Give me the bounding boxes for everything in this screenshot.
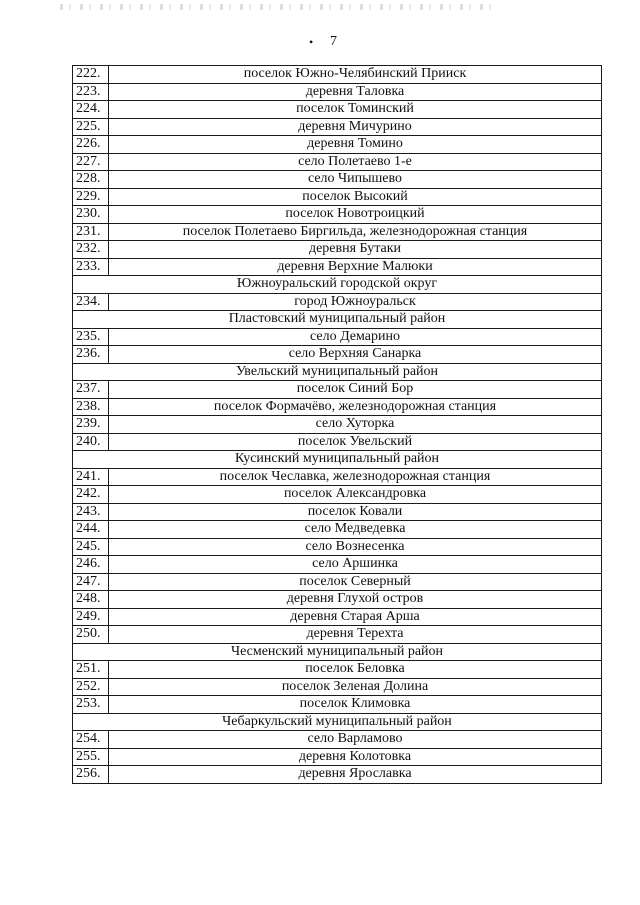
table-row <box>73 433 602 451</box>
settlement-name: деревня Томино <box>109 136 602 154</box>
row-number: 231. <box>73 223 109 241</box>
table-row <box>73 118 602 136</box>
table-row <box>73 328 602 346</box>
table-row <box>73 556 602 574</box>
table-row <box>73 521 602 539</box>
row-number: 250. <box>73 626 109 644</box>
table-row <box>73 468 602 486</box>
row-number: 236. <box>73 346 109 364</box>
settlement-name: деревня Колотовка <box>109 748 602 766</box>
settlement-name: деревня Глухой остров <box>109 591 602 609</box>
settlement-name: село Вознесенка <box>109 538 602 556</box>
row-number: 245. <box>73 538 109 556</box>
table-row <box>73 696 602 714</box>
table-row <box>73 573 602 591</box>
settlement-name: поселок Томинский <box>109 101 602 119</box>
table-row <box>73 661 602 679</box>
row-number: 223. <box>73 83 109 101</box>
settlement-name: село Хуторка <box>109 416 602 434</box>
settlement-name: деревня Мичурино <box>109 118 602 136</box>
district-name: Чебаркульский муниципальный район <box>73 713 602 731</box>
row-number: 246. <box>73 556 109 574</box>
settlement-name: деревня Верхние Малюки <box>109 258 602 276</box>
row-number: 232. <box>73 241 109 259</box>
district-header-row <box>73 451 602 469</box>
settlement-name: село Медведевка <box>109 521 602 539</box>
table-row <box>73 626 602 644</box>
settlement-name: село Варламово <box>109 731 602 749</box>
row-number: 229. <box>73 188 109 206</box>
table-row <box>73 538 602 556</box>
district-name: Южноуральский городской округ <box>73 276 602 294</box>
district-name: Пластовский муниципальный район <box>73 311 602 329</box>
row-number: 228. <box>73 171 109 189</box>
row-number: 239. <box>73 416 109 434</box>
row-number: 242. <box>73 486 109 504</box>
settlement-name: село Демарино <box>109 328 602 346</box>
row-number: 241. <box>73 468 109 486</box>
settlement-name: поселок Чеславка, железнодорожная станция <box>109 468 602 486</box>
settlement-name: поселок Ковали <box>109 503 602 521</box>
district-name: Чесменский муниципальный район <box>73 643 602 661</box>
district-name: Увельский муниципальный район <box>73 363 602 381</box>
row-number: 222. <box>73 66 109 84</box>
table-row <box>73 66 602 84</box>
table-row <box>73 416 602 434</box>
settlement-name: поселок Южно-Челябинский Прииск <box>109 66 602 84</box>
settlement-name: поселок Беловка <box>109 661 602 679</box>
row-number: 249. <box>73 608 109 626</box>
settlement-name: поселок Новотроицкий <box>109 206 602 224</box>
table-row <box>73 293 602 311</box>
table-row <box>73 223 602 241</box>
header-mark: • <box>309 35 314 49</box>
settlement-name: поселок Увельский <box>109 433 602 451</box>
settlement-name: деревня Бутаки <box>109 241 602 259</box>
row-number: 224. <box>73 101 109 119</box>
row-number: 226. <box>73 136 109 154</box>
table-row <box>73 101 602 119</box>
settlement-name: поселок Высокий <box>109 188 602 206</box>
table-row <box>73 381 602 399</box>
table-row <box>73 731 602 749</box>
settlement-name: село Аршинка <box>109 556 602 574</box>
table-row <box>73 136 602 154</box>
settlement-name: город Южноуральск <box>109 293 602 311</box>
row-number: 244. <box>73 521 109 539</box>
settlement-name: поселок Александровка <box>109 486 602 504</box>
settlement-name: деревня Таловка <box>109 83 602 101</box>
settlement-name: село Верхняя Санарка <box>109 346 602 364</box>
table-row <box>73 486 602 504</box>
row-number: 225. <box>73 118 109 136</box>
row-number: 230. <box>73 206 109 224</box>
row-number: 235. <box>73 328 109 346</box>
row-number: 240. <box>73 433 109 451</box>
row-number: 234. <box>73 293 109 311</box>
row-number: 238. <box>73 398 109 416</box>
district-header-row <box>73 713 602 731</box>
table-row <box>73 241 602 259</box>
district-header-row <box>73 311 602 329</box>
table-row <box>73 171 602 189</box>
row-number: 253. <box>73 696 109 714</box>
settlement-name: поселок Синий Бор <box>109 381 602 399</box>
row-number: 243. <box>73 503 109 521</box>
table-row <box>73 503 602 521</box>
scan-artifact-strip <box>60 4 500 10</box>
settlement-name: деревня Старая Арша <box>109 608 602 626</box>
row-number: 237. <box>73 381 109 399</box>
table-row <box>73 678 602 696</box>
row-number: 254. <box>73 731 109 749</box>
row-number: 248. <box>73 591 109 609</box>
table-row <box>73 258 602 276</box>
district-header-row <box>73 276 602 294</box>
district-name: Кусинский муниципальный район <box>73 451 602 469</box>
settlement-name: поселок Климовка <box>109 696 602 714</box>
row-number: 233. <box>73 258 109 276</box>
table-row <box>73 206 602 224</box>
row-number: 252. <box>73 678 109 696</box>
settlement-name: деревня Терехта <box>109 626 602 644</box>
settlements-table <box>72 65 602 784</box>
table-row <box>73 766 602 784</box>
row-number: 227. <box>73 153 109 171</box>
table-row <box>73 188 602 206</box>
table-row <box>73 591 602 609</box>
table-row <box>73 398 602 416</box>
settlement-name: поселок Формачёво, железнодорожная станция <box>109 398 602 416</box>
settlement-name: село Полетаево 1-е <box>109 153 602 171</box>
settlement-name: поселок Зеленая Долина <box>109 678 602 696</box>
page-number: 7 <box>330 34 337 49</box>
row-number: 251. <box>73 661 109 679</box>
settlement-name: поселок Полетаево Биргильда, железнодорожная станция <box>109 223 602 241</box>
settlement-name: поселок Северный <box>109 573 602 591</box>
district-header-row <box>73 363 602 381</box>
row-number: 255. <box>73 748 109 766</box>
table-row <box>73 748 602 766</box>
settlements-table-body <box>73 66 602 784</box>
table-row <box>73 608 602 626</box>
settlement-name: село Чипышево <box>109 171 602 189</box>
row-number: 256. <box>73 766 109 784</box>
table-row <box>73 346 602 364</box>
table-row <box>73 83 602 101</box>
settlement-name: деревня Ярославка <box>109 766 602 784</box>
district-header-row <box>73 643 602 661</box>
table-row <box>73 153 602 171</box>
row-number: 247. <box>73 573 109 591</box>
